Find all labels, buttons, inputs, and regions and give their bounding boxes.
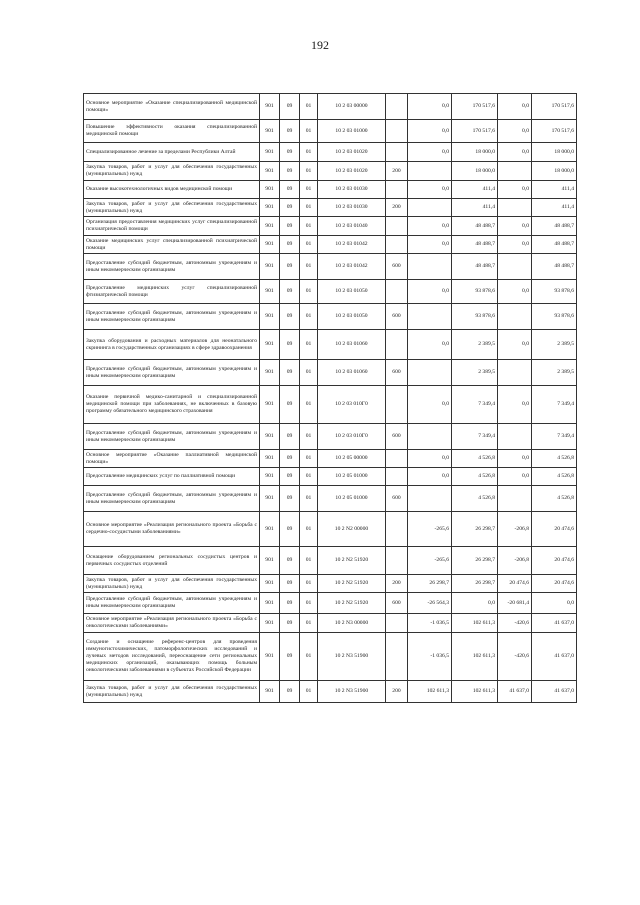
cell-csr: 10 2 N2 00000 [318, 512, 386, 547]
cell-vr: 600 [386, 254, 408, 280]
table-row [84, 254, 577, 280]
cell-csr: 10 2 03 01060 [318, 330, 386, 360]
cell-csr: 10 2 03 00000 [318, 94, 386, 120]
cell-vr: 200 [386, 575, 408, 593]
cell-amount-2021: 2 389,5 [532, 330, 577, 360]
cell-amount-2021: 18 000,0 [532, 162, 577, 181]
cell-change-2021: 0,0 [498, 143, 532, 162]
cell-ved: 901 [260, 254, 280, 280]
table-row [84, 593, 577, 614]
cell-rz: 09 [280, 681, 300, 703]
table-row [84, 633, 577, 681]
cell-rz: 09 [280, 304, 300, 330]
cell-csr: 10 2 N3 51900 [318, 681, 386, 703]
cell-pr: 01 [300, 512, 318, 547]
cell-ved: 901 [260, 486, 280, 512]
cell-rz: 09 [280, 468, 300, 486]
cell-vr: 600 [386, 360, 408, 386]
cell-amount-2020: 26 298,7 [452, 575, 498, 593]
cell-amount-2020: 18 000,0 [452, 162, 498, 181]
cell-ved: 901 [260, 304, 280, 330]
cell-vr: 200 [386, 162, 408, 181]
cell-csr: 10 2 03 01040 [318, 217, 386, 236]
cell-pr: 01 [300, 360, 318, 386]
cell-rz: 09 [280, 236, 300, 254]
cell-pr: 01 [300, 614, 318, 633]
cell-amount-2021: 170 517,6 [532, 120, 577, 143]
table-row [84, 280, 577, 304]
cell-pr: 01 [300, 386, 318, 424]
cell-change-2020: 0,0 [408, 181, 452, 199]
cell-name: Предоставление субсидий бюджетным, автономным учреждениям и иным некоммерческим организациям [84, 254, 260, 280]
cell-rz: 09 [280, 614, 300, 633]
cell-name: Создание и оснащение референс-центров для проведения иммуногистохимических, патоморфологических исследований и лучевых методов исследований, переоснащение сети региональных медицинских организаций, оказывающих помощь больным онкологическими заболеваниями в субъектах Российской Федерации [84, 633, 260, 681]
cell-name: Оказание медицинских услуг специализированной психиатрической помощи [84, 236, 260, 254]
table-row [84, 450, 577, 468]
cell-csr: 10 2 03 01030 [318, 199, 386, 217]
cell-vr [386, 614, 408, 633]
cell-amount-2021: 48 488,7 [532, 254, 577, 280]
cell-rz: 09 [280, 575, 300, 593]
cell-name: Основное мероприятие «Оказание паллиативной медицинской помощи» [84, 450, 260, 468]
cell-pr: 01 [300, 280, 318, 304]
cell-amount-2021: 0,0 [532, 593, 577, 614]
cell-change-2020: 0,0 [408, 450, 452, 468]
cell-change-2021: 0,0 [498, 330, 532, 360]
table-row [84, 143, 577, 162]
cell-ved: 901 [260, 143, 280, 162]
cell-vr [386, 450, 408, 468]
cell-change-2020 [408, 424, 452, 450]
cell-amount-2020: 93 878,6 [452, 304, 498, 330]
cell-change-2021: -420,6 [498, 614, 532, 633]
cell-rz: 09 [280, 162, 300, 181]
cell-pr: 01 [300, 236, 318, 254]
cell-name: Предоставление субсидий бюджетным, автономным учреждениям и иным некоммерческим организациям [84, 486, 260, 512]
cell-amount-2020: 0,0 [452, 593, 498, 614]
cell-amount-2020: 26 298,7 [452, 547, 498, 575]
cell-pr: 01 [300, 304, 318, 330]
table-row [84, 120, 577, 143]
cell-rz: 09 [280, 386, 300, 424]
cell-amount-2020: 4 526,8 [452, 468, 498, 486]
cell-csr: 10 2 03 01050 [318, 304, 386, 330]
cell-name: Закупка товаров, работ и услуг для обеспечения государственных (муниципальных) нужд [84, 199, 260, 217]
table-row [84, 575, 577, 593]
cell-rz: 09 [280, 199, 300, 217]
cell-pr: 01 [300, 181, 318, 199]
cell-change-2021 [498, 199, 532, 217]
cell-amount-2021: 411,4 [532, 181, 577, 199]
cell-change-2020: 26 298,7 [408, 575, 452, 593]
cell-pr: 01 [300, 143, 318, 162]
cell-amount-2021: 48 488,7 [532, 236, 577, 254]
cell-vr [386, 236, 408, 254]
cell-amount-2020: 48 488,7 [452, 236, 498, 254]
table-row [84, 547, 577, 575]
cell-name: Основное мероприятие «Реализация регионального проекта «Борьба с онкологическими заболеваниями» [84, 614, 260, 633]
cell-ved: 901 [260, 633, 280, 681]
table-row [84, 236, 577, 254]
cell-csr: 10 2 03 010Г0 [318, 424, 386, 450]
cell-change-2020: 102 611,3 [408, 681, 452, 703]
cell-pr: 01 [300, 217, 318, 236]
cell-rz: 09 [280, 280, 300, 304]
cell-ved: 901 [260, 575, 280, 593]
cell-vr [386, 181, 408, 199]
cell-change-2020: 0,0 [408, 468, 452, 486]
cell-change-2021: 0,0 [498, 468, 532, 486]
cell-name: Закупка товаров, работ и услуг для обеспечения государственных (муниципальных) нужд [84, 681, 260, 703]
cell-vr [386, 94, 408, 120]
table-row [84, 360, 577, 386]
cell-ved: 901 [260, 280, 280, 304]
cell-rz: 09 [280, 330, 300, 360]
cell-name: Повышение эффективности оказания специализированной медицинской помощи [84, 120, 260, 143]
cell-name: Закупка оборудования и расходных материалов для неонатального скрининга в государственных организациях в сфере здравоохранения [84, 330, 260, 360]
cell-amount-2021: 48 488,7 [532, 217, 577, 236]
cell-amount-2021: 4 526,8 [532, 450, 577, 468]
cell-csr: 10 2 N2 51920 [318, 575, 386, 593]
cell-ved: 901 [260, 512, 280, 547]
cell-amount-2021: 7 349,4 [532, 424, 577, 450]
cell-amount-2020: 102 611,3 [452, 633, 498, 681]
cell-change-2020 [408, 199, 452, 217]
cell-rz: 09 [280, 254, 300, 280]
cell-name: Основное мероприятие «Оказание специализированной медицинской помощи» [84, 94, 260, 120]
cell-amount-2021: 41 637,0 [532, 633, 577, 681]
cell-vr [386, 120, 408, 143]
cell-vr: 600 [386, 424, 408, 450]
cell-amount-2021: 41 637,0 [532, 614, 577, 633]
cell-csr: 10 2 03 01030 [318, 181, 386, 199]
cell-vr [386, 330, 408, 360]
cell-vr [386, 633, 408, 681]
table-row [84, 181, 577, 199]
cell-change-2020: 0,0 [408, 330, 452, 360]
cell-amount-2020: 2 389,5 [452, 330, 498, 360]
cell-amount-2020: 102 611,3 [452, 681, 498, 703]
cell-pr: 01 [300, 468, 318, 486]
cell-change-2020: 0,0 [408, 236, 452, 254]
cell-change-2021: 0,0 [498, 236, 532, 254]
cell-name: Предоставление субсидий бюджетным, автономным учреждениям и иным некоммерческим организациям [84, 304, 260, 330]
cell-amount-2020: 7 349,4 [452, 424, 498, 450]
cell-change-2020: 0,0 [408, 143, 452, 162]
cell-ved: 901 [260, 681, 280, 703]
table-row [84, 486, 577, 512]
cell-csr: 10 2 03 01000 [318, 120, 386, 143]
cell-change-2021: -206,8 [498, 547, 532, 575]
cell-rz: 09 [280, 593, 300, 614]
cell-amount-2021: 93 878,6 [532, 304, 577, 330]
cell-amount-2020: 411,4 [452, 181, 498, 199]
cell-amount-2021: 41 637,0 [532, 681, 577, 703]
cell-change-2020: -1 036,5 [408, 614, 452, 633]
cell-ved: 901 [260, 468, 280, 486]
cell-rz: 09 [280, 450, 300, 468]
cell-change-2020: -265,6 [408, 547, 452, 575]
cell-change-2020 [408, 254, 452, 280]
cell-name: Специализированное лечение за пределами Республики Алтай [84, 143, 260, 162]
cell-change-2021: 20 474,6 [498, 575, 532, 593]
cell-pr: 01 [300, 162, 318, 181]
cell-ved: 901 [260, 181, 280, 199]
cell-amount-2021: 411,4 [532, 199, 577, 217]
table-row [84, 304, 577, 330]
cell-rz: 09 [280, 633, 300, 681]
cell-ved: 901 [260, 120, 280, 143]
cell-pr: 01 [300, 330, 318, 360]
cell-name: Закупка товаров, работ и услуг для обеспечения государственных (муниципальных) нужд [84, 162, 260, 181]
cell-name: Оснащение оборудованием региональных сосудистых центров и первичных сосудистых отделений [84, 547, 260, 575]
cell-name: Предоставление субсидий бюджетным, автономным учреждениям и иным некоммерческим организациям [84, 360, 260, 386]
cell-change-2020: 0,0 [408, 120, 452, 143]
cell-rz: 09 [280, 360, 300, 386]
cell-name: Оказание первичной медико-санитарной и специализированной медицинской помощи при заболеваниях, не включенных в базовую программу обязательного медицинского страхования [84, 386, 260, 424]
cell-vr: 600 [386, 304, 408, 330]
cell-amount-2021: 2 389,5 [532, 360, 577, 386]
cell-ved: 901 [260, 199, 280, 217]
cell-csr: 10 2 N3 00000 [318, 614, 386, 633]
cell-rz: 09 [280, 143, 300, 162]
cell-change-2021: 0,0 [498, 120, 532, 143]
cell-name: Предоставление субсидий бюджетным, автономным учреждениям и иным некоммерческим организациям [84, 593, 260, 614]
cell-amount-2020: 48 488,7 [452, 254, 498, 280]
cell-csr: 10 2 03 010Г0 [318, 386, 386, 424]
cell-ved: 901 [260, 424, 280, 450]
cell-change-2020 [408, 304, 452, 330]
cell-pr: 01 [300, 575, 318, 593]
cell-name: Предоставление медицинских услуг по паллиативной помощи [84, 468, 260, 486]
cell-csr: 10 2 N3 51900 [318, 633, 386, 681]
cell-name: Предоставление медицинских услуг специализированной фтизиатрической помощи [84, 280, 260, 304]
cell-pr: 01 [300, 424, 318, 450]
table-row [84, 512, 577, 547]
table-row [84, 217, 577, 236]
cell-change-2021: -420,6 [498, 633, 532, 681]
cell-amount-2020: 411,4 [452, 199, 498, 217]
cell-amount-2021: 20 474,6 [532, 575, 577, 593]
cell-change-2021: 0,0 [498, 181, 532, 199]
cell-csr: 10 2 03 01042 [318, 236, 386, 254]
cell-rz: 09 [280, 94, 300, 120]
cell-ved: 901 [260, 386, 280, 424]
cell-change-2020: -1 036,5 [408, 633, 452, 681]
cell-change-2021: 0,0 [498, 217, 532, 236]
cell-change-2021 [498, 424, 532, 450]
cell-ved: 901 [260, 450, 280, 468]
cell-pr: 01 [300, 593, 318, 614]
cell-pr: 01 [300, 120, 318, 143]
cell-rz: 09 [280, 486, 300, 512]
cell-pr: 01 [300, 486, 318, 512]
table-row [84, 94, 577, 120]
cell-amount-2020: 170 517,6 [452, 120, 498, 143]
cell-change-2020: -265,6 [408, 512, 452, 547]
cell-ved: 901 [260, 614, 280, 633]
cell-ved: 901 [260, 236, 280, 254]
cell-rz: 09 [280, 181, 300, 199]
cell-csr: 10 2 03 01042 [318, 254, 386, 280]
cell-vr [386, 386, 408, 424]
cell-change-2021: 0,0 [498, 450, 532, 468]
cell-rz: 09 [280, 120, 300, 143]
cell-vr [386, 217, 408, 236]
cell-change-2021: 0,0 [498, 280, 532, 304]
cell-amount-2021: 7 349,4 [532, 386, 577, 424]
cell-vr [386, 547, 408, 575]
cell-vr: 600 [386, 593, 408, 614]
cell-ved: 901 [260, 217, 280, 236]
cell-amount-2020: 2 389,5 [452, 360, 498, 386]
cell-change-2020: 0,0 [408, 217, 452, 236]
table-row [84, 330, 577, 360]
cell-csr: 10 2 05 01000 [318, 468, 386, 486]
cell-amount-2020: 102 611,3 [452, 614, 498, 633]
cell-rz: 09 [280, 424, 300, 450]
cell-ved: 901 [260, 547, 280, 575]
table-row [84, 386, 577, 424]
cell-csr: 10 2 N2 51920 [318, 593, 386, 614]
cell-csr: 10 2 N2 51920 [318, 547, 386, 575]
cell-amount-2021: 18 000,0 [532, 143, 577, 162]
cell-amount-2020: 26 298,7 [452, 512, 498, 547]
table-row [84, 162, 577, 181]
cell-amount-2021: 20 474,6 [532, 547, 577, 575]
cell-vr [386, 280, 408, 304]
cell-change-2020 [408, 486, 452, 512]
cell-pr: 01 [300, 681, 318, 703]
cell-name: Закупка товаров, работ и услуг для обеспечения государственных (муниципальных) нужд [84, 575, 260, 593]
cell-amount-2020: 170 517,6 [452, 94, 498, 120]
cell-amount-2021: 4 526,8 [532, 468, 577, 486]
cell-csr: 10 2 05 01000 [318, 486, 386, 512]
cell-change-2021 [498, 162, 532, 181]
table-row [84, 424, 577, 450]
cell-change-2020: -26 564,3 [408, 593, 452, 614]
cell-amount-2020: 93 878,6 [452, 280, 498, 304]
cell-ved: 901 [260, 94, 280, 120]
cell-amount-2020: 48 488,7 [452, 217, 498, 236]
cell-vr [386, 512, 408, 547]
cell-csr: 10 2 03 01060 [318, 360, 386, 386]
cell-csr: 10 2 03 01050 [318, 280, 386, 304]
table-row [84, 681, 577, 703]
cell-change-2020 [408, 360, 452, 386]
page-number: 192 [311, 38, 329, 52]
cell-name: Оказание высокотехнологичных видов медицинской помощи [84, 181, 260, 199]
cell-rz: 09 [280, 547, 300, 575]
cell-amount-2020: 18 000,0 [452, 143, 498, 162]
cell-change-2021: -20 681,4 [498, 593, 532, 614]
cell-rz: 09 [280, 217, 300, 236]
cell-change-2021: 41 637,0 [498, 681, 532, 703]
cell-change-2021 [498, 486, 532, 512]
budget-table [83, 93, 577, 703]
cell-amount-2021: 93 878,6 [532, 280, 577, 304]
cell-amount-2020: 4 526,8 [452, 486, 498, 512]
cell-amount-2021: 4 526,8 [532, 486, 577, 512]
cell-amount-2020: 7 349,4 [452, 386, 498, 424]
cell-vr [386, 468, 408, 486]
cell-rz: 09 [280, 512, 300, 547]
cell-vr: 600 [386, 486, 408, 512]
cell-change-2020: 0,0 [408, 94, 452, 120]
cell-vr: 200 [386, 199, 408, 217]
cell-pr: 01 [300, 199, 318, 217]
cell-pr: 01 [300, 94, 318, 120]
cell-name: Предоставление субсидий бюджетным, автономным учреждениям и иным некоммерческим организациям [84, 424, 260, 450]
cell-amount-2021: 170 517,6 [532, 94, 577, 120]
cell-change-2021 [498, 254, 532, 280]
cell-ved: 901 [260, 360, 280, 386]
cell-csr: 10 2 05 00000 [318, 450, 386, 468]
cell-vr: 200 [386, 681, 408, 703]
cell-change-2021: 0,0 [498, 94, 532, 120]
table-row [84, 614, 577, 633]
cell-change-2020: 0,0 [408, 386, 452, 424]
cell-pr: 01 [300, 633, 318, 681]
cell-pr: 01 [300, 547, 318, 575]
cell-change-2021 [498, 360, 532, 386]
cell-change-2021: 0,0 [498, 386, 532, 424]
table-row [84, 468, 577, 486]
cell-amount-2020: 4 526,8 [452, 450, 498, 468]
cell-change-2020: 0,0 [408, 280, 452, 304]
cell-csr: 10 2 03 01020 [318, 143, 386, 162]
cell-vr [386, 143, 408, 162]
cell-pr: 01 [300, 254, 318, 280]
cell-csr: 10 2 03 01020 [318, 162, 386, 181]
cell-amount-2021: 20 474,6 [532, 512, 577, 547]
cell-change-2021 [498, 304, 532, 330]
table-row [84, 199, 577, 217]
cell-name: Основное мероприятие «Реализация регионального проекта «Борьба с сердечно-сосудистыми заболеваниями» [84, 512, 260, 547]
cell-ved: 901 [260, 593, 280, 614]
cell-change-2021: -206,8 [498, 512, 532, 547]
cell-name: Организация предоставления медицинских услуг специализированной психиатрической помощи [84, 217, 260, 236]
cell-ved: 901 [260, 162, 280, 181]
cell-change-2020 [408, 162, 452, 181]
cell-ved: 901 [260, 330, 280, 360]
cell-pr: 01 [300, 450, 318, 468]
